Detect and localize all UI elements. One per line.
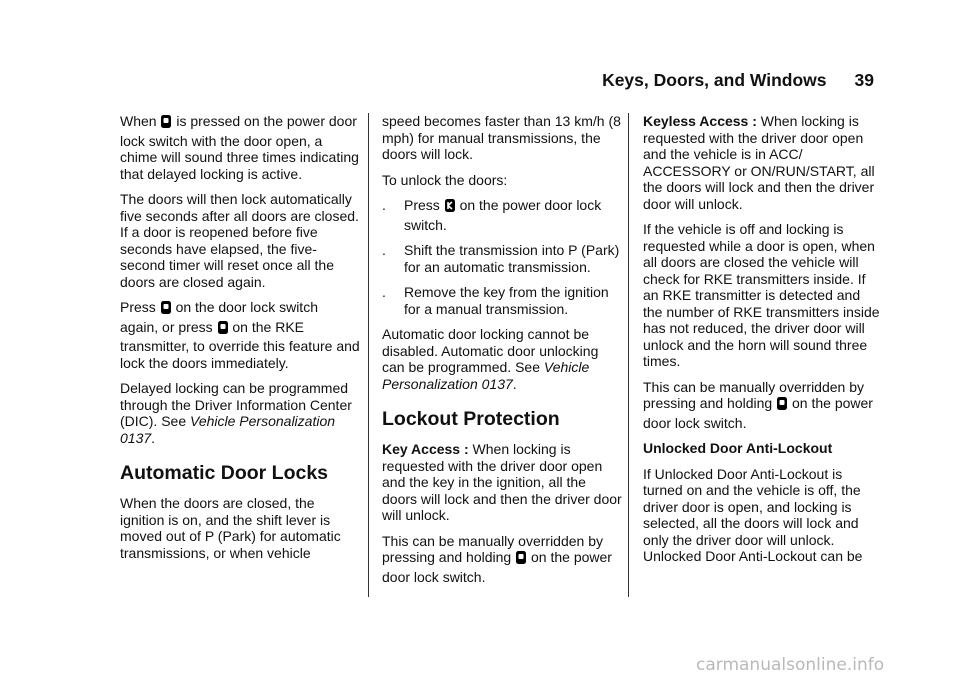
paragraph: The doors will then lock automatically five seconds after all doors are closed. If a door is reopened before five seconds have elapsed, the five-second timer will reset once all the doors are closed again.: [120, 191, 359, 290]
lock-icon: [516, 550, 526, 569]
lock-icon: [161, 114, 171, 133]
paragraph: speed becomes faster than 13 km/h (8 mph) for manual transmissions, the doors will lock.: [382, 113, 621, 162]
paragraph: Delayed locking can be programmed through the Driver Information Center (DIC). See Vehicle Personalization 0137.: [120, 380, 352, 446]
subsection-heading: Unlocked Door Anti-Lockout: [643, 440, 833, 456]
page-reference-icon: 0: [120, 429, 128, 446]
paragraph: This can be manually overridden by pressing and holding on the power door lock switch.: [643, 378, 873, 431]
paragraph: If the vehicle is off and locking is requested while a door is open, when all doors are closed the vehicle will check for RKE transmitters inside. If an RKE transmitter is detected and the number of RKE transmitters inside has not reduced, the driver door will unlock and the horn will sound three times.: [643, 221, 880, 369]
paragraph: If Unlocked Door Anti-Lockout is turned on and the vehicle is off, the driver door is open, and locking is selected, all the doors will lock and only the driver door will unlock. Unlocked Door Anti-Lockout can be: [643, 465, 863, 564]
lock-icon: [218, 320, 228, 339]
page-header: [602, 70, 874, 91]
page-reference[interactable]: 137: [127, 429, 152, 446]
list-item: . Remove the key from the ignition for a manual transmission.: [382, 284, 609, 317]
column-divider: [628, 113, 629, 597]
paragraph: Key Access : When locking is requested with the driver door open and the key in the ignition, all the doors will lock and then the driver door will unlock.: [382, 441, 622, 523]
column-3: [643, 113, 883, 574]
term-label: Key Access :: [382, 441, 469, 457]
bullet-marker: .: [382, 242, 386, 258]
column-divider: [368, 113, 369, 597]
bullet-marker: .: [382, 197, 386, 213]
paragraph: This can be manually overridden by pressing and holding on the power door lock switch.: [382, 532, 612, 585]
paragraph: Keyless Access : When locking is requested with the driver door open and the vehicle is in ACC/ ACCESSORY or ON/RUN/START, all the doors will lock and then the driver door will unlock.: [643, 113, 875, 212]
paragraph: Press on the door lock switch again, or press on the RKE transmitter, to override this feature and lock the doors immediately.: [120, 299, 360, 371]
section-title: Keys, Doors, and Windows: [602, 70, 827, 90]
list-item: . Press on the power door lock switch.: [382, 197, 602, 233]
paragraph: When the doors are closed, the ignition is on, and the shift lever is moved out of P (Park) for automatic transmissions, or when vehicle: [120, 495, 341, 561]
cross-reference-link[interactable]: Vehicle Personalization: [190, 413, 336, 429]
column-2: [382, 113, 622, 594]
lock-icon: [777, 396, 787, 415]
paragraph: When is pressed on the power door lock switch with the door open, a chime will sound three times indicating that delayed locking is active.: [120, 113, 359, 182]
lock-icon: [161, 300, 171, 319]
bullet-marker: .: [382, 284, 386, 300]
page-reference-icon: 0: [481, 375, 490, 392]
page-reference[interactable]: 137: [489, 375, 513, 392]
column-1: [120, 113, 360, 570]
list-item: . Shift the transmission into P (Park) for an automatic transmission.: [382, 242, 620, 275]
paragraph: Automatic door locking cannot be disabled. Automatic door unlocking can be programmed. See Vehicle Personalization 0137.: [382, 326, 599, 392]
page-number: 39: [854, 70, 874, 90]
term-label: Keyless Access :: [643, 113, 757, 129]
paragraph: To unlock the doors:: [382, 171, 508, 188]
section-heading: Lockout Protection: [382, 408, 560, 430]
watermark: carmanualsonline.info: [696, 655, 885, 675]
section-heading: Automatic Door Locks: [120, 462, 329, 484]
cross-reference-link[interactable]: Vehicle Personalization: [382, 359, 590, 392]
unlock-icon: [445, 198, 455, 217]
